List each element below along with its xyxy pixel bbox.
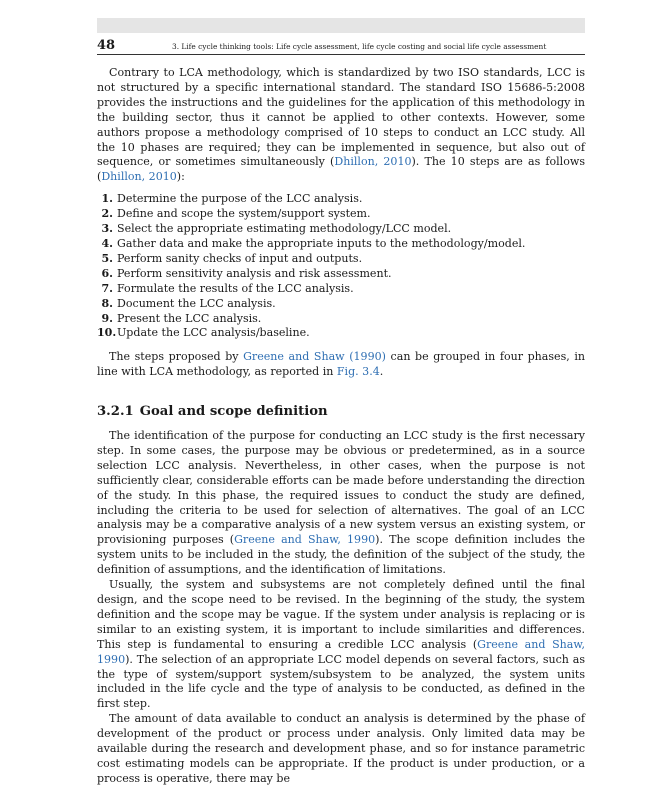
page-header (97, 38, 585, 55)
phases-paragraph: The steps proposed by Greene and Shaw (1990) can be grouped in four phases, in line with LCA methodology, as reported in Fig. 3.4. (97, 350, 585, 379)
data-paragraph: The amount of data available to conduct an analysis is determined by the phase of development of the product or process under analysis. Only limited data may be available during the research and development phase, and so for instance parametric cost estimating models can be appropriate. If the product is under production, or a process is operative, there may be (97, 712, 585, 785)
list-item: 6. Perform sensitivity analysis and risk assessment. (101, 266, 392, 280)
intro-paragraph: Contrary to LCA methodology, which is standardized by two ISO standards, LCC is not structured by a specific international standard. The standard ISO 15686-5:2008 provides the instructions and the guidelines for the application of this methodology in the building sector, thus it cannot be applied to other contexts. However, some authors propose a methodology comprised of 10 steps to conduct an LCC study. All the 10 phases are required; they can be implemented in sequence, but also out of sequence, or sometimes simultaneously (Dhillon, 2010). The 10 steps are as follows (Dhillon, 2010): (97, 66, 585, 184)
list-item: 3. Select the appropriate estimating methodology/LCC model. (101, 222, 452, 236)
running-title: 3. Life cycle thinking tools: Life cycle assessment, life cycle costing and social life cycle assessment (172, 42, 547, 51)
citation-link[interactable]: Dhillon, 2010 (334, 155, 412, 169)
section-heading (97, 405, 585, 420)
list-item: 10. Update the LCC analysis/baseline. (97, 326, 310, 340)
citation-link[interactable]: Dhillon, 2010 (101, 170, 177, 184)
section-title: Goal and scope definition (139, 404, 328, 420)
section-number: 3.2.1 (97, 404, 134, 420)
goal-paragraph: The identification of the purpose for conducting an LCC study is the first necessary step. In some cases, the purpose may be obvious or predetermined, as in a source selection LCC analysis. Nevertheless, in other cases, when the purpose is not sufficiently clear, considerable efforts can be made before understanding the direction of the study. In this phase, the required issues to conduct the study are defined, including the criteria to be used for selection of alternatives. The goal of an LCC analysis may be a comparative analysis of a new system versus an existing system, or provisioning purposes (Greene and Shaw, 1990). The scope definition includes the system units to be included in the study, the definition of the subject of the study, the definition of assumptions, and the identification of limitations. (97, 429, 585, 577)
list-item: 2. Define and scope the system/support system. (101, 207, 371, 221)
page-number: 48 (97, 38, 116, 53)
lcc-steps-list (97, 192, 585, 341)
list-item: 8. Document the LCC analysis. (101, 296, 276, 310)
citation-link[interactable]: Greene and Shaw, 1990 (97, 637, 585, 666)
list-item: 7. Formulate the results of the LCC analysis. (101, 281, 354, 295)
list-item: 9. Present the LCC analysis. (101, 311, 262, 325)
citation-link[interactable]: Greene and Shaw (1990) (243, 350, 386, 364)
list-item: 5. Perform sanity checks of input and outputs. (101, 251, 363, 265)
figure-link[interactable]: Fig. 3.4 (336, 365, 380, 379)
citation-link[interactable]: Greene and Shaw, 1990 (234, 533, 376, 547)
top-bar (97, 18, 585, 33)
scope-paragraph: Usually, the system and subsystems are not completely defined until the final design, and the scope need to be revised. In the beginning of the study, the system definition and the scope may be vague. If the system under analysis is replacing or is similar to an existing system, it is important to include similarities and differences. This step is fundamental to ensuring a credible LCC analysis (Greene and Shaw, 1990). The selection of an appropriate LCC model depends on several factors, such as the type of system/support system/subsystem to be analyzed, the system units included in the life cycle and the type of analysis to be conducted, as defined in the first step. (97, 578, 585, 711)
list-item: 1. Determine the purpose of the LCC analysis. (101, 192, 363, 206)
page-body (97, 66, 585, 787)
list-item: 4. Gather data and make the appropriate inputs to the methodology/model. (101, 236, 526, 250)
